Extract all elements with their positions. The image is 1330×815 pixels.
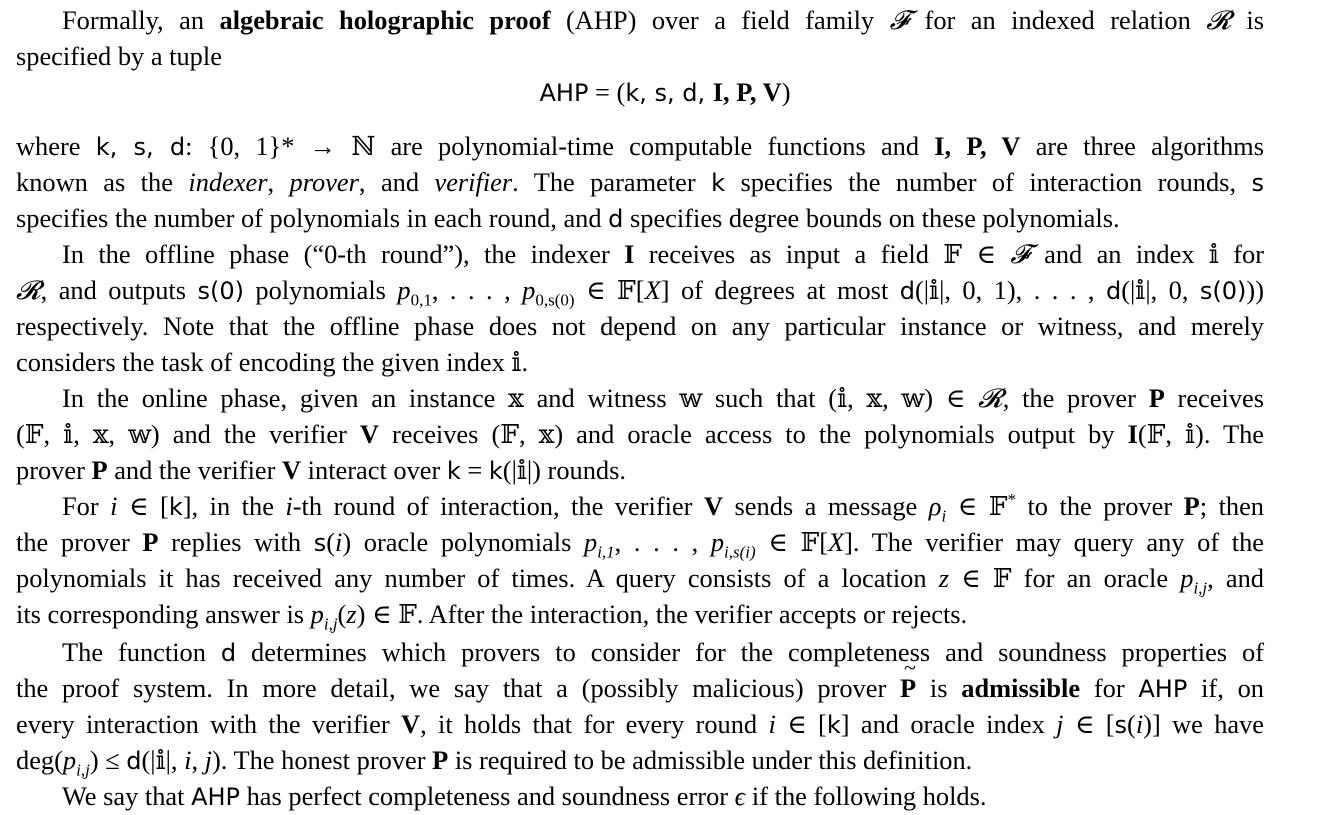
text: interact over	[301, 455, 447, 485]
text: is required to be admissible under this definition.	[448, 745, 973, 775]
para4-line3	[16, 452, 1264, 488]
math: k	[488, 457, 503, 485]
math: (	[1127, 709, 1136, 739]
para1-line2	[16, 38, 1264, 74]
text: sends a message	[723, 491, 929, 521]
math: I	[624, 239, 635, 269]
text: ) ∈ 𝔽. After the interaction, the verifier accepts or rejects.	[356, 599, 968, 629]
text: (𝔽, 𝕚, 𝕩, 𝕨) and the verifier	[16, 419, 360, 449]
text: the proof system. In more detail, we say that a (possibly malicious) prover	[16, 673, 901, 703]
display-equation	[0, 74, 1330, 110]
para3-line4	[16, 344, 1264, 380]
math: s	[313, 529, 327, 557]
text: specifies degree bounds on these polynomials.	[623, 203, 1120, 233]
text: -th round of interaction, the verifier	[292, 491, 704, 521]
math-epsilon: ϵ	[734, 781, 746, 811]
para5-line2	[16, 524, 1264, 560]
para2-line3	[16, 200, 1264, 236]
math: d	[899, 277, 915, 305]
text: and the verifier	[107, 455, 282, 485]
para6-line3	[16, 706, 1264, 742]
math: ∈ 𝔽[	[574, 275, 645, 305]
text: to the prover	[1015, 491, 1184, 521]
math: s(0)	[1199, 277, 1247, 305]
text: receives as input a field 𝔽 ∈	[634, 239, 1011, 269]
math-field-family: 𝓕	[889, 5, 910, 36]
math: I	[1127, 419, 1138, 449]
para3-line2	[16, 272, 1264, 308]
math-sub: i,j	[323, 614, 338, 634]
text: We say that	[62, 781, 192, 811]
math: i	[184, 745, 192, 775]
text: ] of degrees at most	[660, 275, 900, 305]
para7-line1	[62, 778, 1264, 814]
text: (AHP) over a field family	[550, 5, 890, 35]
math: (|𝕚|, 0,	[1121, 275, 1200, 305]
term-prover: prover	[289, 167, 359, 197]
math: z	[346, 599, 357, 629]
math: p	[583, 527, 598, 557]
math: j	[1056, 709, 1064, 739]
math-sup: *	[1007, 490, 1016, 510]
math: ,	[191, 745, 205, 775]
math: s	[1251, 169, 1264, 197]
math: s	[1114, 711, 1128, 739]
math-malicious-prover: ~ P	[900, 670, 916, 706]
math: (	[337, 599, 347, 629]
text: if the following holds.	[745, 781, 987, 811]
para4-line1	[62, 380, 1264, 416]
text: every interaction with the verifier	[16, 709, 401, 739]
text: receives (𝔽, 𝕩) and oracle access to the polynomials output by	[378, 419, 1128, 449]
text: In the online phase, given an instance 𝕩 and witness 𝕨 such that (𝕚, 𝕩, 𝕨) ∈	[62, 383, 979, 413]
math: P	[142, 527, 159, 557]
math: ∈ [	[117, 491, 169, 521]
para3-line3	[16, 308, 1264, 344]
text: ]. The verifier may query any of the	[844, 527, 1264, 557]
math: d	[1105, 277, 1122, 305]
para5-line4	[16, 596, 1264, 632]
text: The function	[62, 637, 221, 667]
text: ], in the	[182, 491, 286, 521]
text: respectively. Note that the offline phase does not depend on any particular instance or witness, and merely	[16, 311, 1264, 341]
text: receives	[1164, 383, 1265, 413]
text: if, on	[1187, 673, 1264, 703]
term-verifier: verifier	[434, 167, 513, 197]
text: replies with	[158, 527, 314, 557]
para6-line2	[16, 670, 1264, 706]
text: specifies the number of interaction rounds,	[725, 167, 1252, 197]
math: V	[359, 419, 379, 449]
text: the prover	[16, 527, 143, 557]
text: , the prover	[1002, 383, 1149, 413]
math-sub: i,j	[1193, 578, 1208, 598]
text: ∈ 𝔽 for an oracle	[948, 563, 1181, 593]
text: , and	[1207, 563, 1264, 593]
math: V	[401, 709, 421, 739]
para2-line2	[16, 164, 1264, 200]
math: k	[168, 493, 183, 521]
math: k	[446, 457, 461, 485]
math: ∈ [	[775, 709, 827, 739]
math: i	[768, 709, 776, 739]
text: In the offline phase (“0-th round”), the indexer	[62, 239, 625, 269]
text: prover	[16, 455, 92, 485]
text: determines which provers to consider for the completeness and soundness properties of	[236, 637, 1264, 667]
math: d	[608, 205, 624, 233]
math: , . . . ,	[614, 527, 711, 557]
text: considers the task of encoding the given index 𝕚.	[16, 347, 529, 377]
text: ,	[267, 167, 290, 197]
text: for	[1080, 673, 1139, 703]
math-sub: i,1	[597, 542, 615, 562]
math: (|𝕚|,	[141, 745, 185, 775]
text: ). The honest prover	[211, 745, 433, 775]
para1-line1	[62, 2, 1264, 38]
math: s(0)	[197, 277, 244, 305]
para5-line1	[62, 488, 1264, 524]
para6-line1	[62, 634, 1264, 670]
math: ∈ 𝔽[	[755, 527, 828, 557]
text: specifies the number of polynomials in each round, and	[16, 203, 609, 233]
text: Formally, an	[62, 5, 220, 35]
math-sub: i,j	[76, 760, 90, 780]
para4-line2	[16, 416, 1264, 452]
text: , and outputs	[40, 275, 198, 305]
para2-line1	[16, 128, 1264, 164]
math: =	[460, 455, 489, 485]
text: (𝔽, 𝕚). The	[1137, 419, 1265, 449]
math-algorithms: I, P, V	[712, 77, 782, 107]
term-admissible: admissible	[961, 673, 1081, 703]
math: 𝓕	[1010, 239, 1030, 270]
math: ∈ 𝔽	[946, 491, 1008, 521]
math: ∈ [	[1063, 709, 1115, 739]
math: 𝓡	[16, 275, 41, 306]
math-sub: 0,1	[410, 290, 432, 310]
text: ) oracle polynomials	[342, 527, 584, 557]
text: For	[62, 491, 111, 521]
math: , . . . ,	[431, 275, 523, 305]
math: X	[644, 275, 661, 305]
math: P	[91, 455, 108, 485]
math: p	[310, 599, 324, 629]
math: k, s, d	[95, 133, 186, 161]
math: P	[432, 745, 449, 775]
math: I, P, V	[934, 131, 1021, 161]
math: V	[703, 491, 724, 521]
math: i	[1135, 709, 1144, 739]
text: specified by a tuple	[16, 41, 222, 71]
math: (	[326, 527, 335, 557]
math-sub: i,s(i)	[724, 542, 756, 562]
text: for an indexed relation	[909, 5, 1207, 35]
math: i	[285, 491, 293, 521]
math: ))	[1246, 275, 1264, 305]
term-ahp: algebraic holographic proof	[219, 5, 551, 35]
math-sub: i	[941, 506, 947, 526]
math: (|𝕚|, 0, 1), . . . ,	[914, 275, 1106, 305]
text: is	[916, 673, 962, 703]
para6-line4	[16, 742, 1264, 778]
math: z	[938, 563, 949, 593]
para3-line1	[62, 236, 1264, 272]
math: k	[826, 711, 841, 739]
text: where	[16, 131, 96, 161]
text: are three algorithms	[1020, 131, 1264, 161]
math: d	[126, 747, 142, 775]
math: V	[282, 455, 302, 485]
math: p	[397, 275, 411, 305]
math: AHP	[1138, 675, 1188, 703]
text: : {0, 1}* → ℕ are polynomial-time computable functions and	[185, 131, 935, 161]
text: its corresponding answer is	[16, 599, 311, 629]
text: (|𝕚|) rounds.	[502, 455, 626, 485]
math: deg(	[16, 745, 63, 775]
math: ) ≤	[89, 745, 127, 775]
math: AHP	[191, 783, 240, 811]
math: i	[335, 527, 343, 557]
math: )	[781, 77, 791, 107]
math: p	[62, 745, 77, 775]
math: ρ	[928, 491, 942, 521]
math: d	[220, 639, 237, 667]
text: , it holds that for every round	[420, 709, 769, 739]
text: , and	[358, 167, 435, 197]
math: j	[204, 745, 212, 775]
math: 𝓡	[978, 383, 1003, 414]
text: is	[1230, 5, 1264, 35]
math: p	[710, 527, 725, 557]
math: p	[522, 275, 536, 305]
math: P	[1148, 383, 1165, 413]
text: and an index 𝕚 for	[1029, 239, 1264, 269]
text: ; then	[1199, 491, 1265, 521]
math: P	[1183, 491, 1200, 521]
text: )] we have	[1143, 709, 1265, 739]
math-params: k, s, d,	[625, 79, 713, 107]
text: polynomials	[243, 275, 398, 305]
math: i	[110, 491, 118, 521]
math-relation: 𝓡	[1206, 5, 1231, 36]
text: known as the	[16, 167, 189, 197]
text: . The parameter	[512, 167, 712, 197]
para5-line3	[16, 560, 1264, 596]
math: = (	[588, 77, 626, 107]
text: polynomials it has received any number of times. A query consists of a location	[16, 563, 939, 593]
term-indexer: indexer	[188, 167, 268, 197]
math-sub: 0,s(0)	[535, 290, 575, 310]
text: ] and oracle index	[840, 709, 1057, 739]
math: p	[1180, 563, 1194, 593]
text: has perfect completeness and soundness error	[240, 781, 735, 811]
math-ahp: AHP	[539, 79, 589, 107]
math: X	[828, 527, 845, 557]
math: k	[711, 169, 726, 197]
